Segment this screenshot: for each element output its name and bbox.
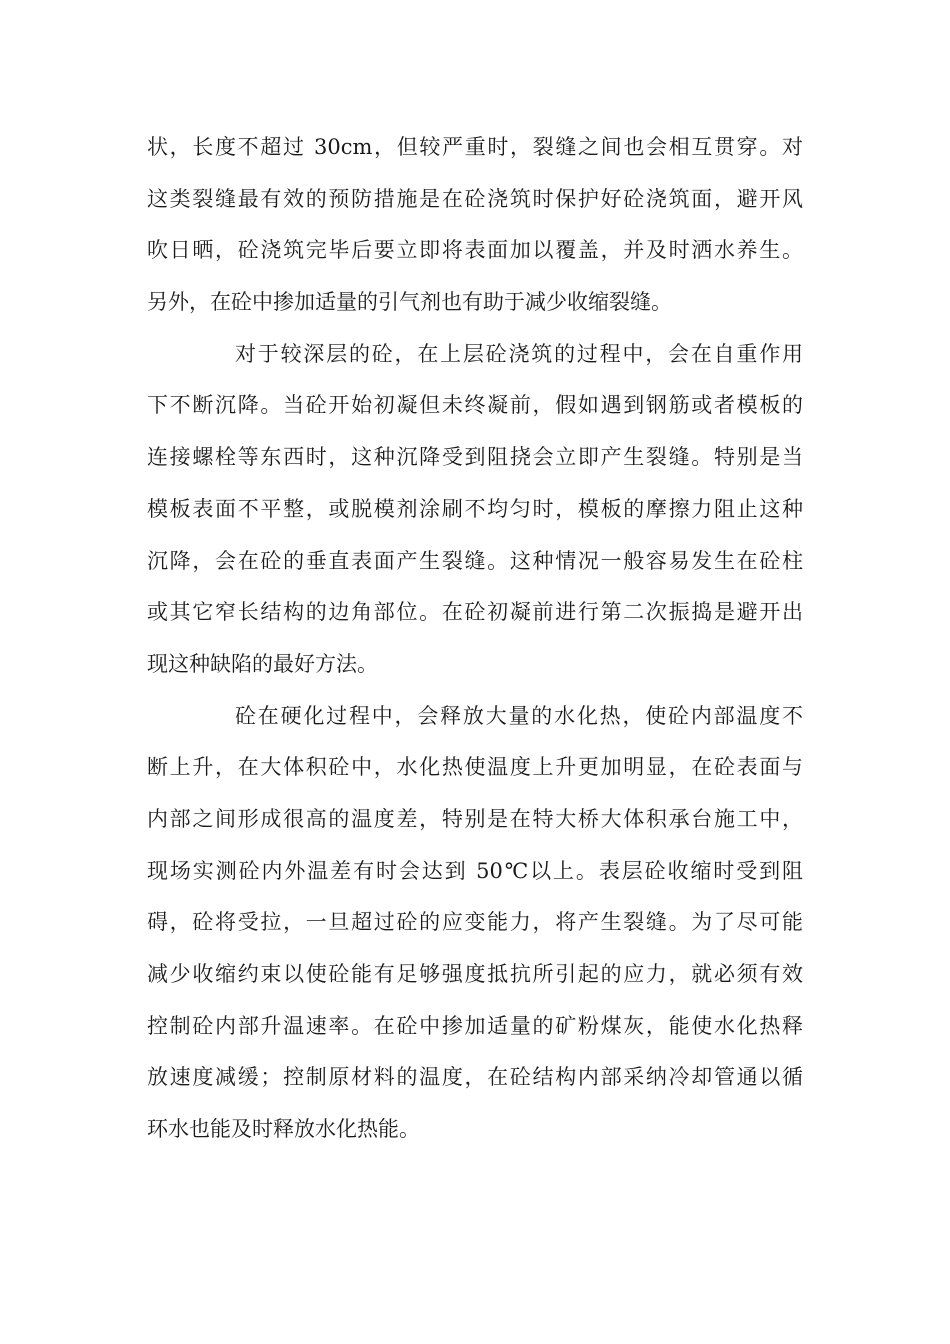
paragraph-1: [147, 122, 803, 329]
paragraph-line: 另外，在砼中掺加适量的引气剂也有助于减少收缩裂缝。: [147, 290, 672, 315]
paragraph-line: 吹日晒，砼浇筑完毕后要立即将表面加以覆盖，并及时洒水养生。: [147, 238, 803, 263]
paragraph-2: [147, 329, 803, 691]
paragraph-line: 模板表面不平整，或脱模剂涂刷不均匀时，模板的摩擦力阻止这种: [147, 496, 803, 521]
paragraph-line: 现这种缺陷的最好方法。: [147, 651, 378, 676]
paragraph-line: 连接螺栓等东西时，这种沉降受到阻挠会立即产生裂缝。特别是当: [147, 445, 803, 470]
paragraph-line: 内部之间形成很高的温度差，特别是在特大桥大体积承台施工中，: [147, 806, 803, 831]
paragraph-line: 环水也能及时释放水化热能。: [147, 1117, 420, 1142]
paragraph-line: 状，长度不超过 30cm，但较严重时，裂缝之间也会相互贯穿。对: [147, 135, 803, 159]
paragraph-line: 减少收缩约束以使砼能有足够强度抵抗所引起的应力，就必须有效: [147, 962, 803, 986]
paragraph-line: 或其它窄长结构的边角部位。在砼初凝前进行第二次振捣是避开出: [147, 600, 803, 625]
paragraph-line: 碍，砼将受拉，一旦超过砼的应变能力，将产生裂缝。为了尽可能: [147, 910, 803, 935]
paragraph-3: [147, 691, 803, 1156]
paragraph-line: 砼在硬化过程中，会释放大量的水化热，使砼内部温度不: [235, 703, 803, 728]
body-text: [147, 122, 803, 1156]
paragraph-line: 下不断沉降。当砼开始初凝但未终凝前，假如遇到钢筋或者模板的: [147, 393, 803, 418]
paragraph-line: 控制砼内部升温速率。在砼中掺加适量的矿粉煤灰，能使水化热释: [147, 1013, 803, 1038]
paragraph-line: 断上升，在大体积砼中，水化热使温度上升更加明显，在砼表面与: [147, 755, 803, 780]
paragraph-line: 沉降，会在砼的垂直表面产生裂缝。这种情况一般容易发生在砼柱: [147, 548, 803, 573]
paragraph-line: 放速度减缓；控制原材料的温度，在砼结构内部采纳冷却管通以循: [147, 1065, 803, 1090]
paragraph-line: 这类裂缝最有效的预防措施是在砼浇筑时保护好砼浇筑面，避开风: [147, 186, 803, 211]
paragraph-line: 对于较深层的砼，在上层砼浇筑的过程中，会在自重作用: [235, 341, 803, 366]
paragraph-line: 现场实测砼内外温差有时会达到 50℃以上。表层砼收缩时受到阻: [147, 858, 803, 883]
